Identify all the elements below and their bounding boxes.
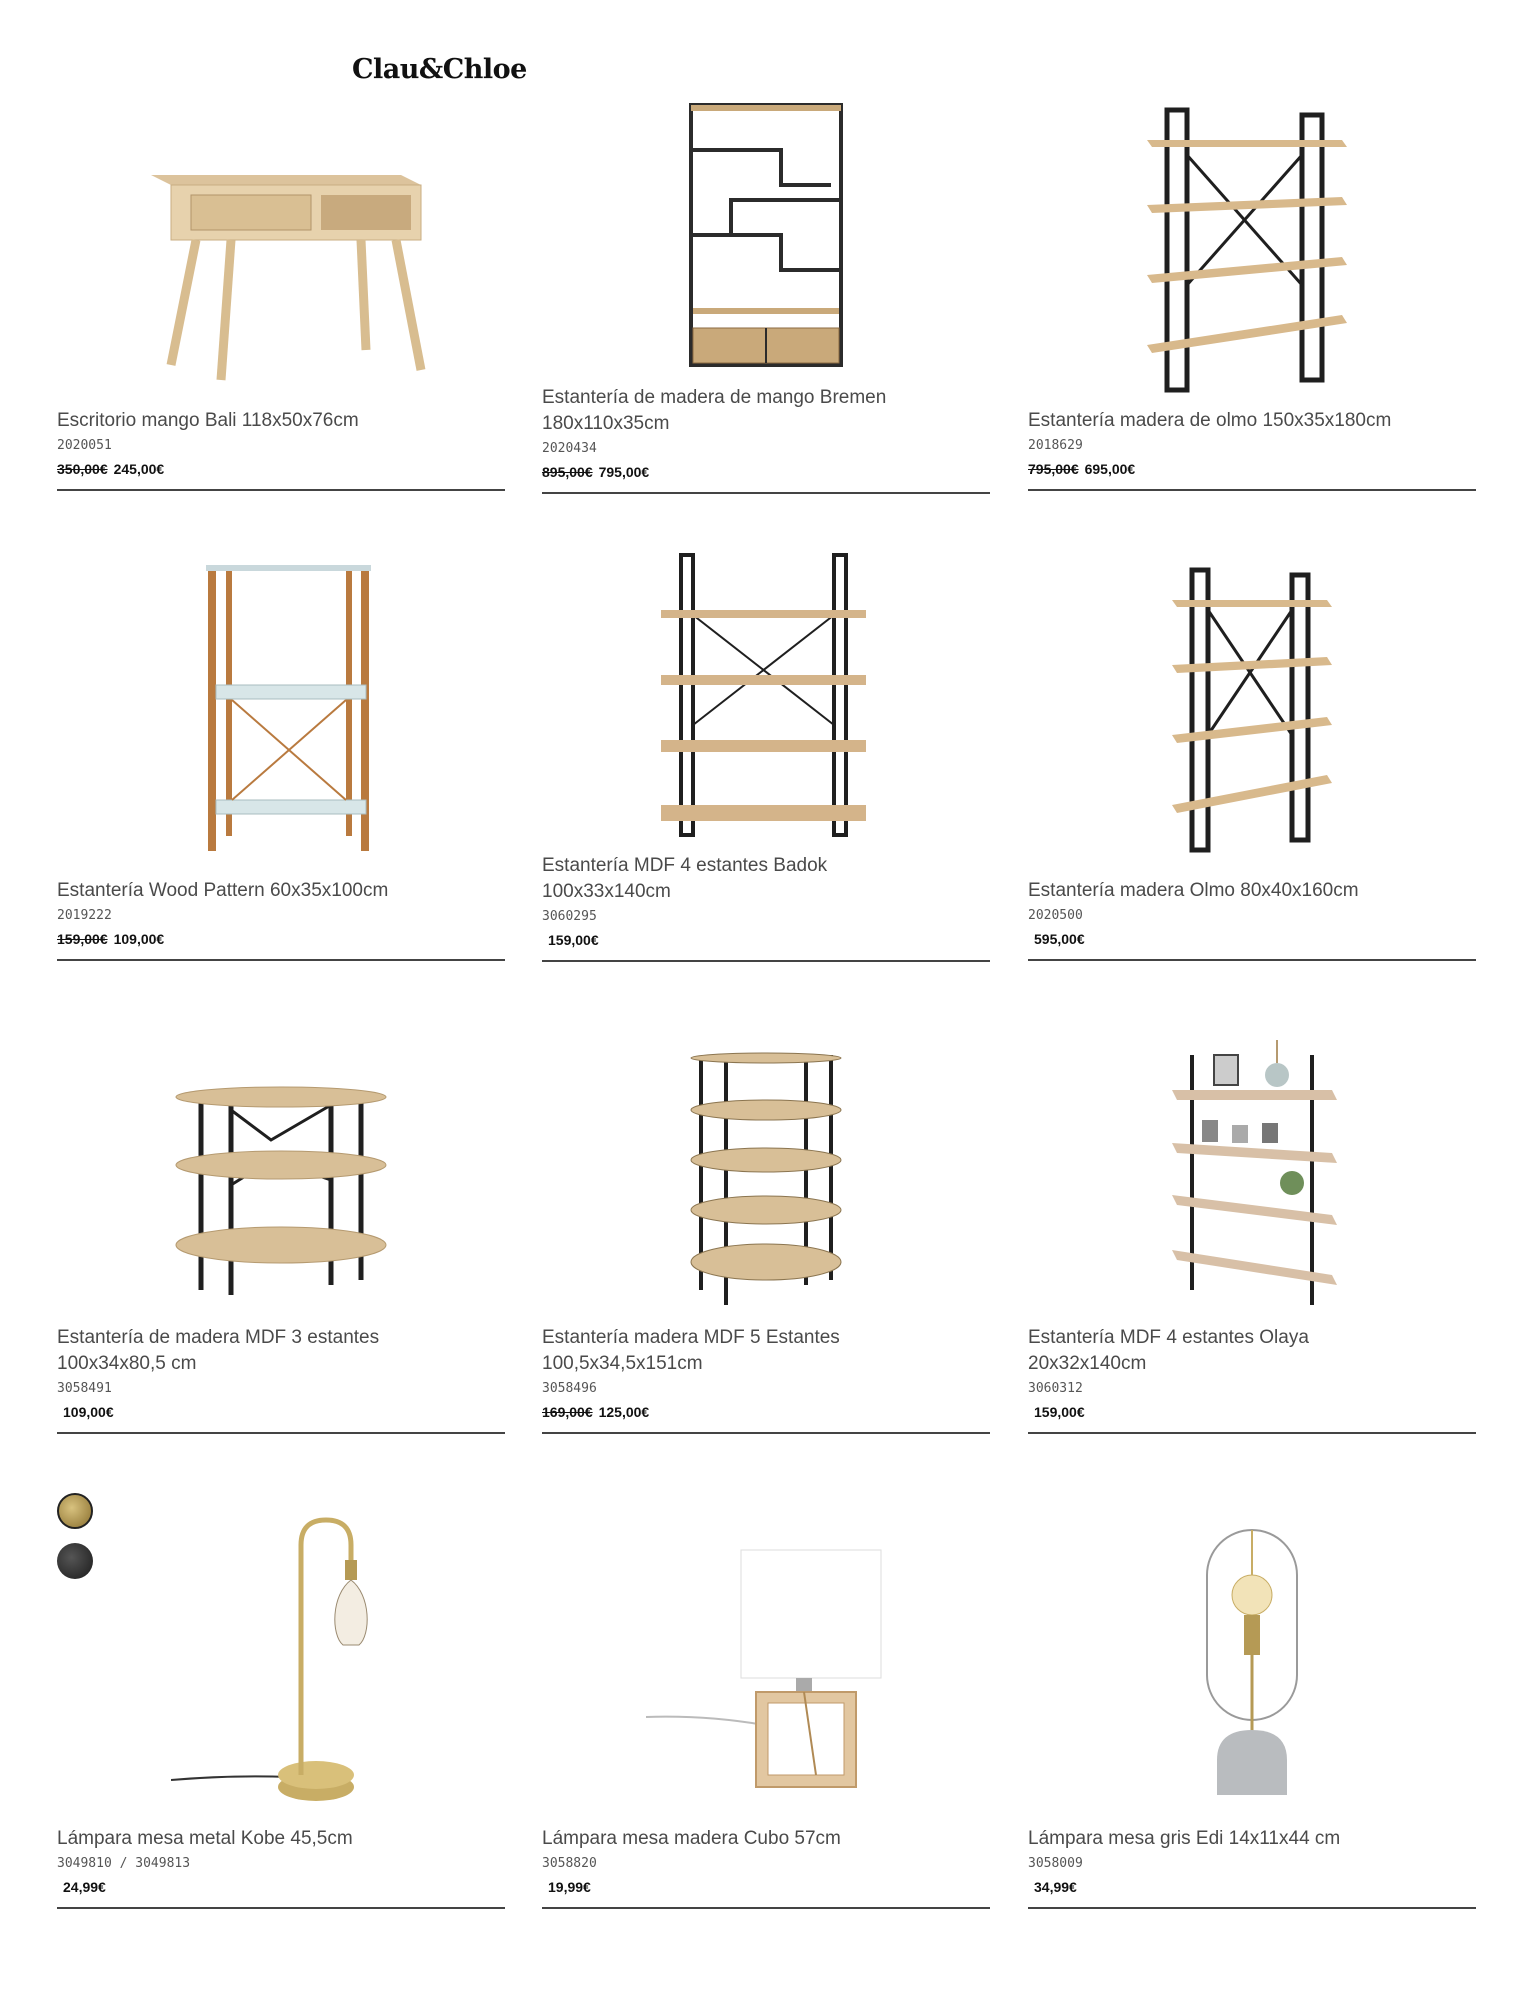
product-ref: 3060295: [542, 909, 597, 924]
product-name: Estantería Wood Pattern 60x35x100cm: [57, 880, 389, 901]
product-name: Estantería MDF 4 estantes Olaya 20x32x140cm: [1028, 1327, 1309, 1374]
old-price: 159,00€: [57, 931, 108, 947]
product-info: [542, 853, 990, 962]
product-image: [1028, 565, 1476, 855]
sale-price: 245,00€: [113, 461, 165, 477]
old-price: 350,00€: [57, 461, 108, 477]
product-price: [1028, 1879, 1476, 1895]
product-ref: 3058491: [57, 1381, 112, 1396]
shelf-icon: [1167, 565, 1337, 855]
old-price: 795,00€: [1028, 461, 1079, 477]
product-info: [542, 1325, 990, 1434]
product-price: [542, 1879, 990, 1895]
product-ref: 3060312: [1028, 1381, 1083, 1396]
product-info: [542, 385, 990, 494]
product-name: Lámpara mesa madera Cubo 57cm: [542, 1828, 841, 1849]
product-price: [57, 1879, 505, 1895]
sale-price: 795,00€: [598, 464, 650, 480]
sale-price: 595,00€: [1034, 931, 1085, 947]
product-ref: 3058820: [542, 1856, 597, 1871]
product-name: Estantería madera de olmo 150x35x180cm: [1028, 410, 1392, 431]
product-name: Estantería madera Olmo 80x40x160cm: [1028, 880, 1359, 901]
product-image: [57, 155, 505, 385]
product-info: [57, 1826, 505, 1909]
product-price: [1028, 931, 1476, 947]
shelf-icon: [186, 555, 376, 855]
old-price: 169,00€: [542, 1404, 593, 1420]
shelf-icon: [171, 1080, 391, 1300]
shelf-icon: [656, 550, 876, 840]
product-price: [542, 932, 990, 948]
product-price: [57, 931, 505, 947]
product-image: [542, 1050, 990, 1310]
product-name: Escritorio mango Bali 118x50x76cm: [57, 410, 359, 431]
sale-price: 109,00€: [113, 931, 165, 947]
product-image: [57, 1080, 505, 1300]
product-ref: 2019222: [57, 908, 112, 923]
shelf-icon: [686, 1050, 846, 1310]
product-info: [1028, 1325, 1476, 1434]
desk-icon: [131, 155, 431, 385]
product-info: [1028, 408, 1476, 491]
sale-price: 695,00€: [1084, 461, 1136, 477]
lamp-icon: [646, 1545, 886, 1805]
shelf-icon: [681, 100, 851, 370]
sale-price: 19,99€: [548, 1879, 591, 1895]
product-price: [1028, 461, 1476, 477]
product-image: [542, 550, 990, 840]
lamp-icon: [171, 1505, 391, 1805]
product-price: [542, 464, 990, 480]
product-name: Estantería MDF 4 estantes Badok 100x33x140cm: [542, 855, 828, 902]
product-price: [1028, 1404, 1476, 1420]
product-image: [57, 555, 505, 855]
sale-price: 34,99€: [1034, 1879, 1077, 1895]
product-ref: 3058496: [542, 1381, 597, 1396]
product-info: [542, 1826, 990, 1909]
product-image: [57, 1505, 505, 1805]
product-info: [1028, 1826, 1476, 1909]
product-name: Estantería madera MDF 5 Estantes 100,5x34,5x151cm: [542, 1327, 840, 1374]
product-name: Lámpara mesa metal Kobe 45,5cm: [57, 1828, 353, 1849]
sale-price: 109,00€: [63, 1404, 114, 1420]
product-info: [57, 878, 505, 961]
product-ref: 2020434: [542, 441, 597, 456]
product-price: [542, 1404, 990, 1420]
product-ref: 2020500: [1028, 908, 1083, 923]
product-price: [57, 461, 505, 477]
shelf-icon: [1162, 1035, 1342, 1315]
sale-price: 159,00€: [548, 932, 599, 948]
product-ref: 2020051: [57, 438, 112, 453]
brand-logo: Clau&Chloe: [352, 54, 527, 85]
product-info: [1028, 878, 1476, 961]
shelf-icon: [1142, 105, 1362, 395]
product-image: [542, 100, 990, 370]
product-info: [57, 408, 505, 491]
product-image: [1028, 105, 1476, 395]
product-name: Estantería de madera MDF 3 estantes 100x34x80,5 cm: [57, 1327, 380, 1374]
sale-price: 24,99€: [63, 1879, 106, 1895]
product-ref: 3058009: [1028, 1856, 1083, 1871]
old-price: 895,00€: [542, 464, 593, 480]
product-image: [1028, 1035, 1476, 1315]
product-name: Lámpara mesa gris Edi 14x11x44 cm: [1028, 1828, 1341, 1849]
sale-price: 159,00€: [1034, 1404, 1085, 1420]
product-ref: 2018629: [1028, 438, 1083, 453]
product-price: [57, 1404, 505, 1420]
product-image: [542, 1545, 990, 1805]
product-ref: 3049810 / 3049813: [57, 1856, 191, 1871]
product-name: Estantería de madera de mango Bremen 180x110x35cm: [542, 387, 887, 434]
product-info: [57, 1325, 505, 1434]
product-image: [1028, 1525, 1476, 1805]
sale-price: 125,00€: [598, 1404, 650, 1420]
lamp-icon: [1197, 1525, 1307, 1805]
